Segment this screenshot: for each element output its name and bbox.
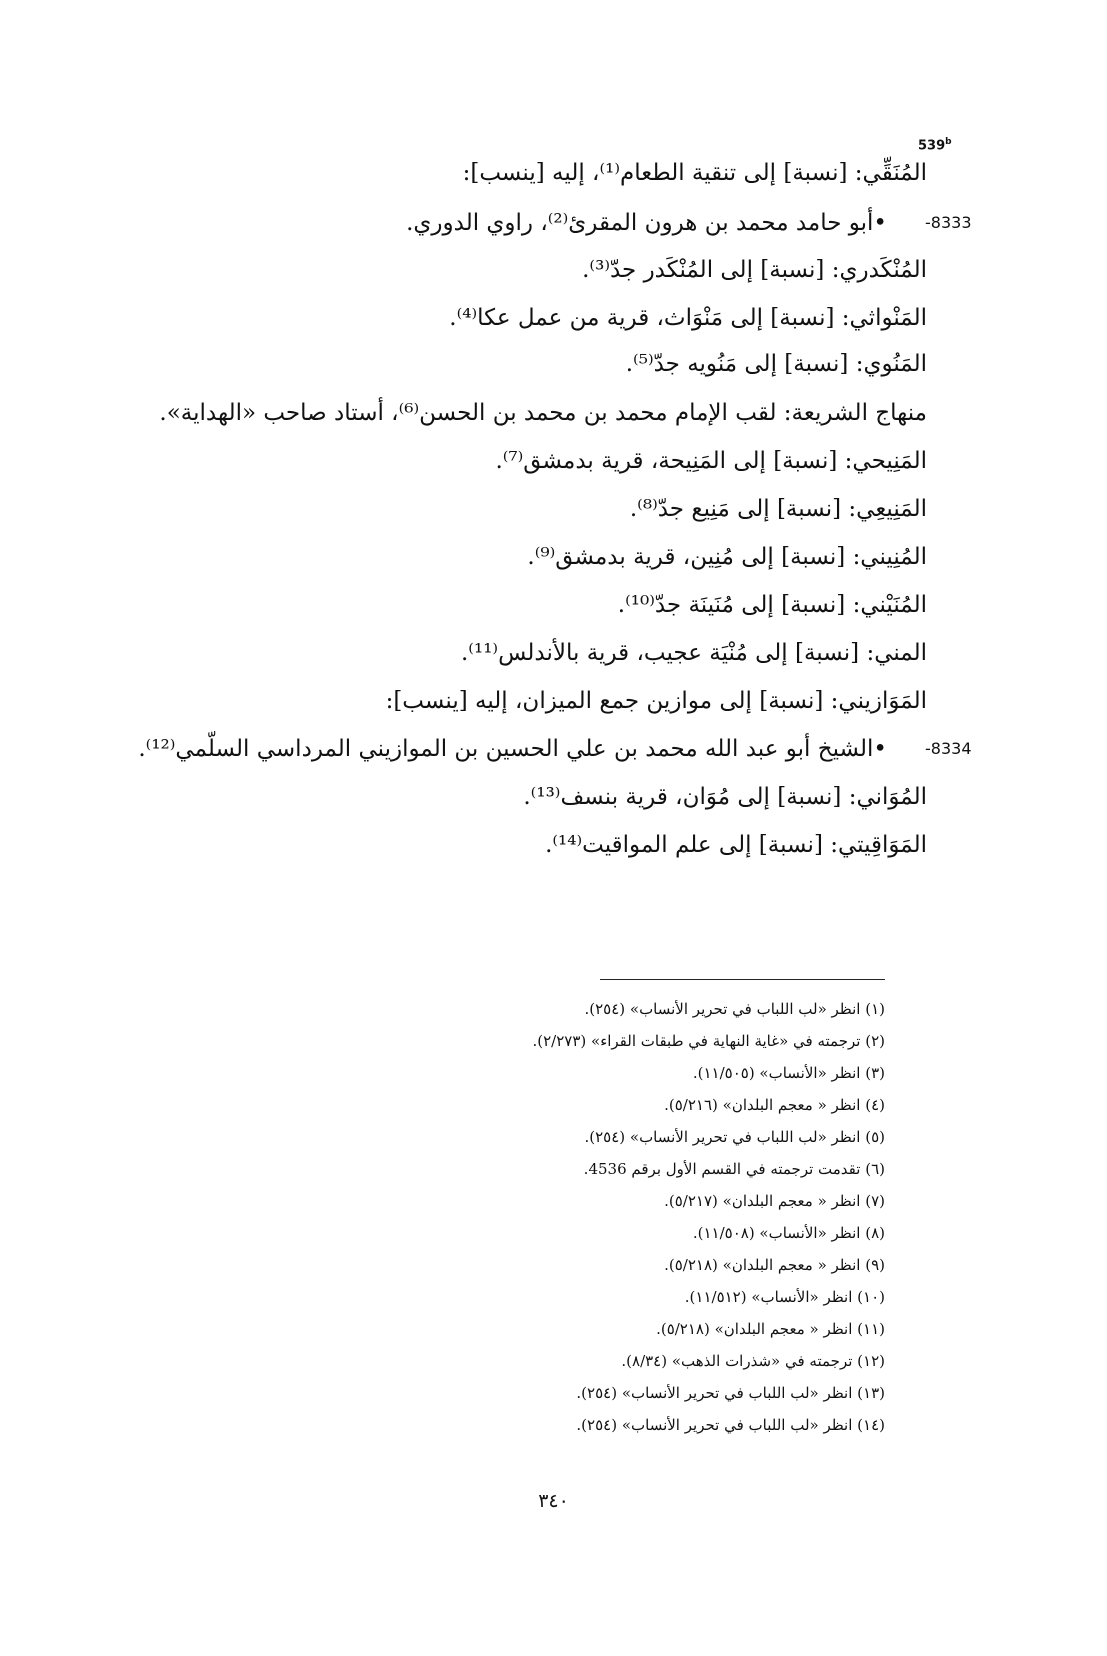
footnote: (٢) ترجمته في «غاية النهاية في طبقات القراء» (٢/٢٧٣). bbox=[532, 1032, 885, 1050]
footnote: (٨) انظر «الأنساب» (١١/٥٠٨). bbox=[692, 1224, 885, 1242]
entry-line: •الشيخ أبو عبد الله محمد بن علي الحسين بن الموازيني المرداسي السلّمي⁽¹²⁾. bbox=[138, 736, 887, 762]
entry-line: المَوَازيني: [نسبة] إلى موازين جمع الميزان، إليه [ينسب]: bbox=[385, 688, 927, 714]
footnote: (٩) انظر « معجم البلدان» (٥/٢١٨). bbox=[664, 1256, 885, 1274]
footnote: (١) انظر «لب اللباب في تحرير الأنساب» (٢٥٤). bbox=[584, 1000, 885, 1018]
entry-number: -8333 bbox=[925, 213, 972, 232]
folio-suffix: b bbox=[945, 137, 952, 147]
entry-line: المُنَيْني: [نسبة] إلى مُنَينَة جدّ⁽¹⁰⁾. bbox=[617, 592, 927, 618]
entry-line: •أبو حامد محمد بن هرون المقرئ⁽²⁾، راوي الدوري. bbox=[406, 210, 887, 236]
folio-marker bbox=[918, 137, 952, 153]
footnote: (٣) انظر «الأنساب» (١١/٥٠٥). bbox=[692, 1064, 885, 1082]
footnote-separator bbox=[600, 979, 885, 980]
page-number: ٣٤٠ bbox=[538, 1490, 569, 1512]
entry-line: المَنُوي: [نسبة] إلى مَنُويه جدّ⁽⁵⁾. bbox=[625, 351, 927, 377]
entry-line: منهاج الشريعة: لقب الإمام محمد بن محمد بن الحسن⁽⁶⁾، أستاد صاحب «الهداية». bbox=[159, 400, 927, 426]
entry-number: -8334 bbox=[925, 739, 972, 758]
entry-line: المُنِيني: [نسبة] إلى مُنِين، قرية بدمشق⁽⁹⁾. bbox=[527, 544, 927, 570]
entry-line: المُنْكَدري: [نسبة] إلى المُنْكَدر جدّ⁽³⁾. bbox=[582, 257, 927, 283]
footnote: (١٢) ترجمته في «شذرات الذهب» (٨/٣٤). bbox=[621, 1352, 885, 1370]
entry-line: المَنِيحي: [نسبة] إلى المَنِيحة، قرية بدمشق⁽⁷⁾. bbox=[495, 448, 927, 474]
footnote: (١٠) انظر «الأنساب» (١١/٥١٢). bbox=[684, 1288, 885, 1306]
footnote: (١٤) انظر «لب اللباب في تحرير الأنساب» (٢٥٤). bbox=[576, 1416, 885, 1434]
footnote: (١٣) انظر «لب اللباب في تحرير الأنساب» (٢٥٤). bbox=[576, 1384, 885, 1402]
footnote: (٤) انظر « معجم البلدان» (٥/٢١٦). bbox=[664, 1096, 885, 1114]
entry-line: المَنِيعِي: [نسبة] إلى مَنِيع جدّ⁽⁸⁾. bbox=[629, 496, 927, 522]
entry-line: المني: [نسبة] إلى مُنْيَة عجيب، قرية بالأندلس⁽¹¹⁾. bbox=[461, 640, 927, 666]
footnote: (١١) انظر « معجم البلدان» (٥/٢١٨). bbox=[656, 1320, 885, 1338]
folio-number: 539 bbox=[918, 138, 946, 154]
footnote: (٥) انظر «لب اللباب في تحرير الأنساب» (٢٥٤). bbox=[584, 1128, 885, 1146]
footnote: (٧) انظر « معجم البلدان» (٥/٢١٧). bbox=[664, 1192, 885, 1210]
entry-line: المَوَاقِيتي: [نسبة] إلى علم المواقيت⁽¹⁴⁾. bbox=[545, 832, 927, 858]
entry-line: المَنْواثي: [نسبة] إلى مَنْوَاث، قرية من عمل عكا⁽⁴⁾. bbox=[449, 305, 927, 331]
entry-line: المُوَاني: [نسبة] إلى مُوَان، قرية بنسف⁽¹³⁾. bbox=[523, 784, 927, 810]
entry-line: المُنَقِّي: [نسبة] إلى تنقية الطعام⁽¹⁾، إليه [ينسب]: bbox=[462, 160, 927, 186]
footnote: (٦) تقدمت ترجمته في القسم الأول برقم 4536. bbox=[583, 1160, 885, 1178]
